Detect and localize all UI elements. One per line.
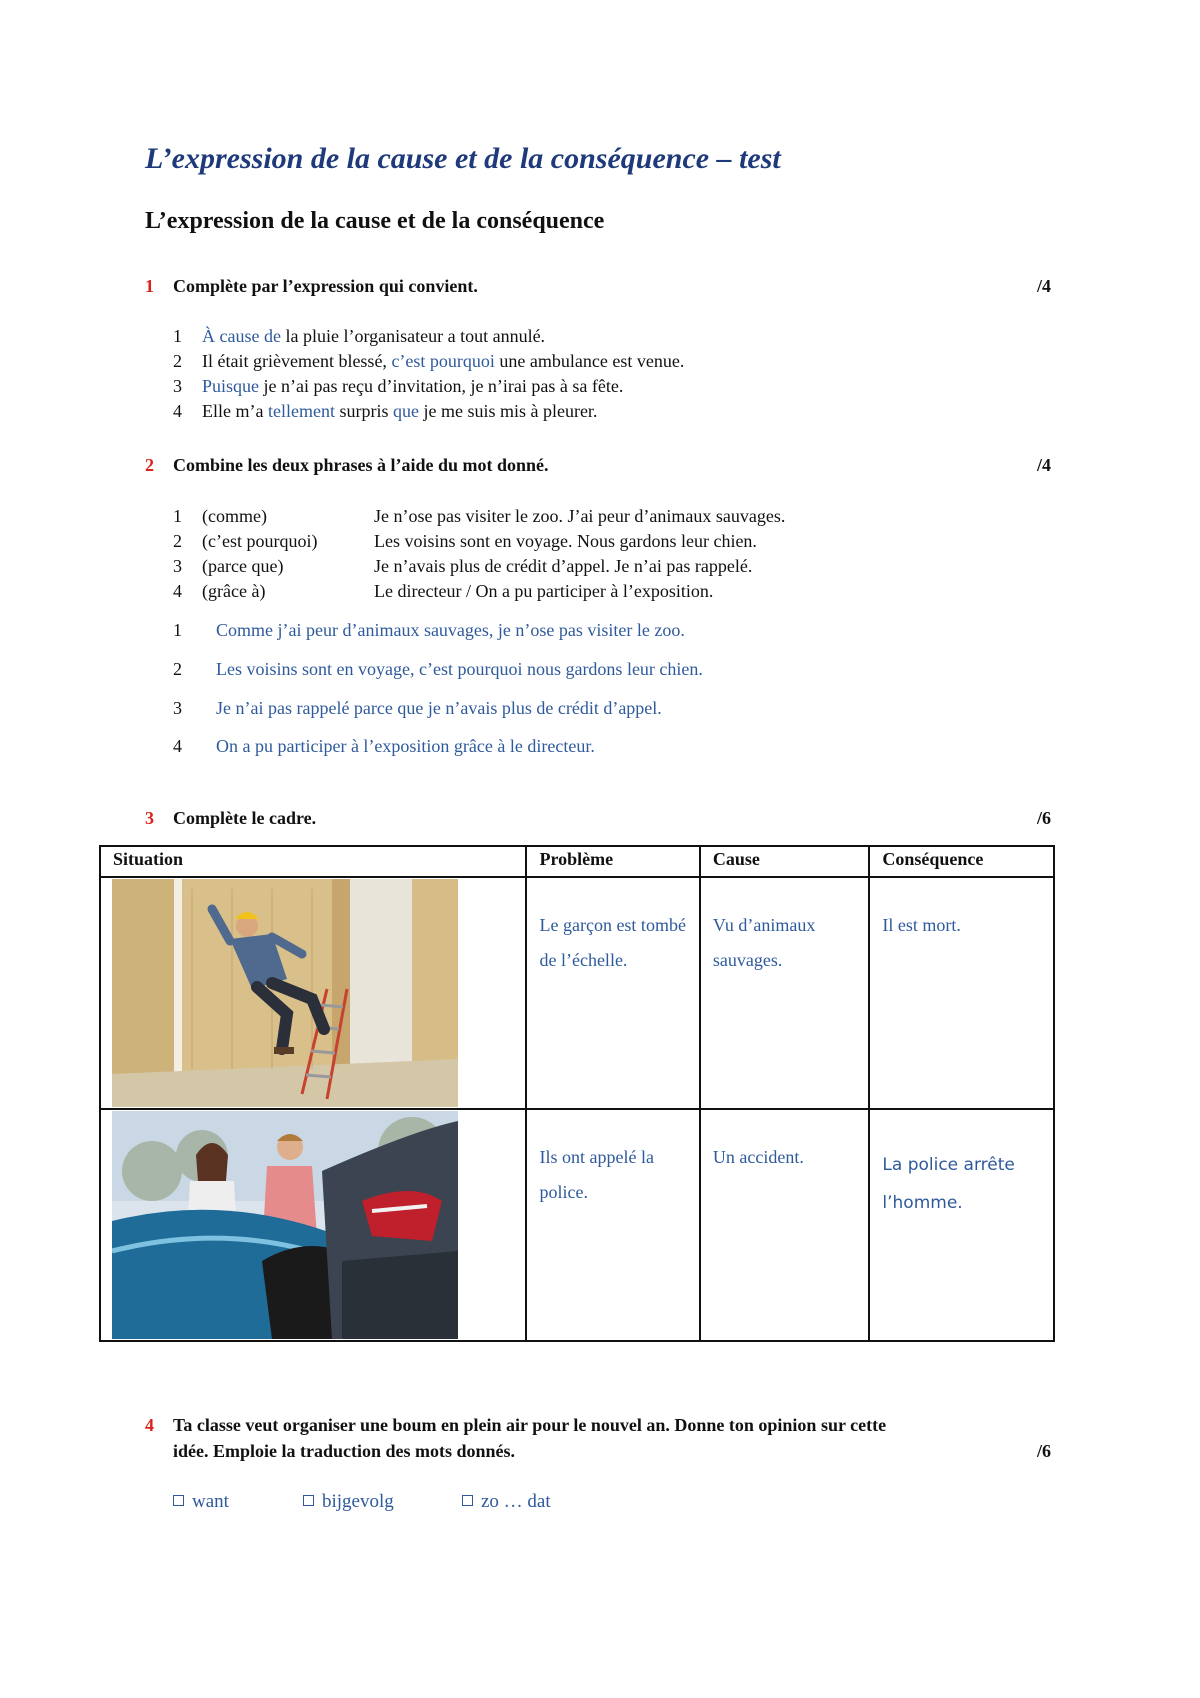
item-text: une ambulance est venue.	[494, 351, 685, 371]
word-option[interactable]	[303, 1491, 394, 1513]
checkbox-icon[interactable]	[173, 1495, 184, 1506]
section-title: L’expression de la cause et de la conséquence	[145, 208, 605, 234]
ex2-item	[173, 556, 752, 577]
header-probleme: Problème	[526, 846, 699, 877]
item-hint: (comme)	[202, 506, 267, 526]
ex2-number: 2	[145, 455, 154, 475]
ex2-instruction: Combine les deux phrases à l’aide du mot donné.	[173, 455, 549, 475]
page-title: L’expression de la cause et de la conséquence – test	[145, 142, 781, 175]
ex2-answer	[173, 736, 595, 757]
ex4-header	[145, 1415, 154, 1436]
ex1-number: 1	[145, 276, 154, 296]
answer-text: tellement	[267, 401, 335, 421]
ex4-instruction-line1: Ta classe veut organiser une boum en plein air pour le nouvel an. Donne ton opinion sur cette	[173, 1415, 887, 1435]
answer-number: 4	[173, 736, 182, 756]
item-text: Je n’avais plus de crédit d’appel. Je n’ai pas rappelé.	[374, 556, 753, 576]
ex3-number: 3	[145, 808, 154, 828]
situation-cell	[100, 877, 526, 1109]
item-hint: (c’est pourquoi)	[202, 531, 318, 551]
item-text: la pluie l’organisateur a tout annulé.	[280, 326, 546, 346]
situation-cell	[100, 1109, 526, 1341]
cause-cell: Vu d’animaux sauvages.	[700, 877, 869, 1109]
ex1-score: /4	[1037, 276, 1052, 296]
header-situation: Situation	[100, 846, 526, 877]
header-cause: Cause	[700, 846, 869, 877]
probleme-cell: Le garçon est tombé de l’échelle.	[526, 877, 699, 1109]
man-falling-from-ladder-photo	[112, 879, 458, 1107]
item-number: 4	[173, 581, 182, 601]
header-consequence: Conséquence	[869, 846, 1054, 877]
ex2-score: /4	[1037, 455, 1052, 475]
checkbox-icon[interactable]	[462, 1495, 473, 1506]
item-text: Il était grièvement blessé,	[202, 351, 392, 371]
car-accident-photo	[112, 1111, 458, 1339]
ex2-item	[173, 581, 713, 602]
ex1-header	[145, 276, 154, 297]
answer-number: 1	[173, 620, 182, 640]
item-number: 2	[173, 351, 182, 371]
item-text: Le directeur / On a pu participer à l’exposition.	[374, 581, 714, 601]
item-number: 1	[173, 506, 182, 526]
ex1-item	[173, 326, 545, 347]
ex3-header	[145, 808, 154, 829]
ex3-instruction: Complète le cadre.	[173, 808, 317, 828]
answer-text: Les voisins sont en voyage, c’est pourquoi nous gardons leur chien.	[216, 659, 703, 679]
ex4-score: /6	[1037, 1441, 1052, 1461]
ex2-answer	[173, 659, 703, 680]
word-option[interactable]	[173, 1491, 229, 1513]
consequence-cell: Il est mort.	[869, 877, 1054, 1109]
item-text: je me suis mis à pleurer.	[418, 401, 598, 421]
answer-text: Puisque	[202, 376, 260, 396]
word-label: bijgevolg	[322, 1491, 394, 1512]
ex2-answer	[173, 698, 662, 719]
answer-text: Comme j’ai peur d’animaux sauvages, je n’ose pas visiter le zoo.	[216, 620, 685, 640]
item-number: 3	[173, 556, 182, 576]
probleme-cell: Ils ont appelé la police.	[526, 1109, 699, 1341]
item-text: je n’ai pas reçu d’invitation, je n’irai pas à sa fête.	[259, 376, 624, 396]
word-label: zo … dat	[481, 1491, 551, 1512]
ex2-header	[145, 455, 154, 476]
cause-cell: Un accident.	[700, 1109, 869, 1341]
item-text: Elle m’a	[202, 401, 268, 421]
answer-text: Je n’ai pas rappelé parce que je n’avais plus de crédit d’appel.	[216, 698, 662, 718]
ex3-score: /6	[1037, 808, 1052, 828]
table-header-row	[100, 846, 1054, 877]
ex4-instruction-line2: idée. Emploie la traduction des mots donnés.	[173, 1441, 516, 1461]
item-text: Les voisins sont en voyage. Nous gardons leur chien.	[374, 531, 757, 551]
ex1-item	[173, 351, 684, 372]
ex2-item	[173, 531, 757, 552]
ex1-instruction: Complète par l’expression qui convient.	[173, 276, 478, 296]
consequence-cell: La police arrête l’homme.	[869, 1109, 1054, 1341]
answer-text: que	[392, 401, 419, 421]
word-option[interactable]	[462, 1491, 551, 1513]
table-row	[100, 1109, 1054, 1341]
item-hint: (grâce à)	[202, 581, 266, 601]
table-row	[100, 877, 1054, 1109]
checkbox-icon[interactable]	[303, 1495, 314, 1506]
answer-text: À cause de	[202, 326, 281, 346]
item-number: 4	[173, 401, 182, 421]
ex4-number: 4	[145, 1415, 154, 1435]
ex2-answer	[173, 620, 685, 641]
answer-text: c’est pourquoi	[391, 351, 495, 371]
item-number: 1	[173, 326, 182, 346]
answer-number: 3	[173, 698, 182, 718]
item-text: surpris	[334, 401, 393, 421]
word-label: want	[192, 1491, 229, 1512]
answer-text: On a pu participer à l’exposition grâce à le directeur.	[216, 736, 595, 756]
answer-number: 2	[173, 659, 182, 679]
item-number: 2	[173, 531, 182, 551]
ex1-item	[173, 401, 597, 422]
item-text: Je n’ose pas visiter le zoo. J’ai peur d’animaux sauvages.	[374, 506, 786, 526]
situation-table	[99, 845, 1055, 1342]
item-hint: (parce que)	[202, 556, 284, 576]
ex1-item	[173, 376, 623, 397]
item-number: 3	[173, 376, 182, 396]
ex2-item	[173, 506, 785, 527]
